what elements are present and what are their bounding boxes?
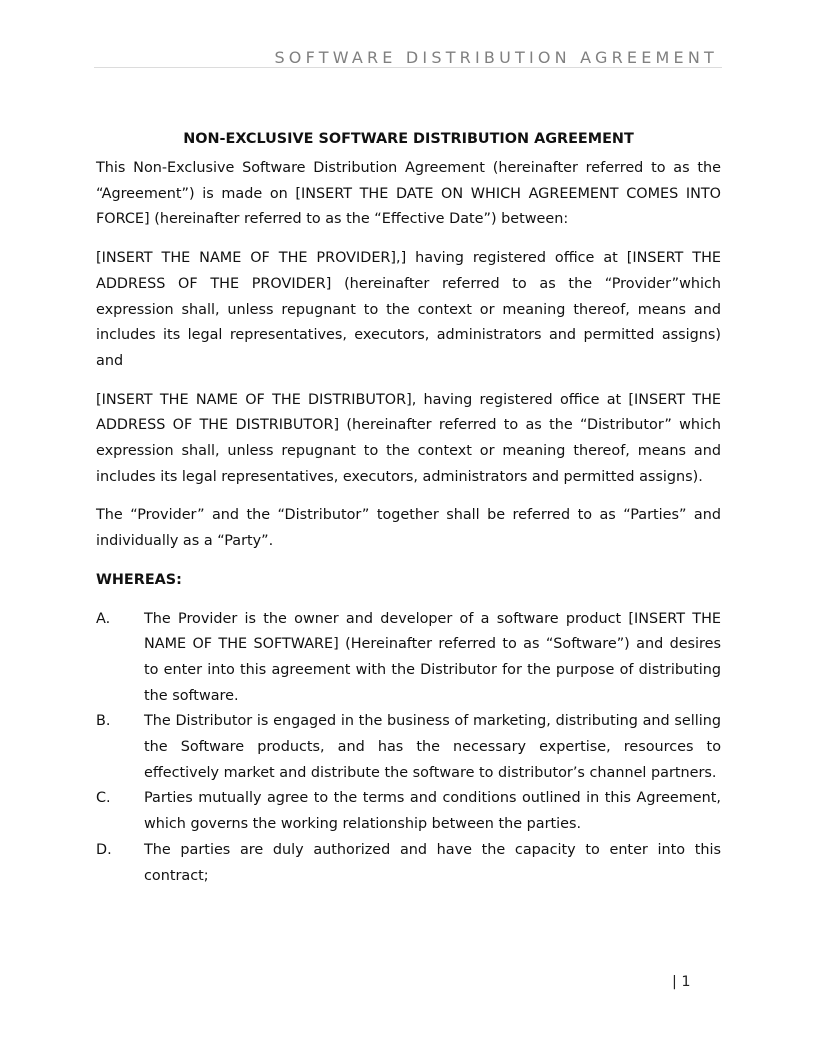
recital-text: The parties are duly authorized and have the capacity to enter into this contract; — [144, 841, 721, 884]
recital-text: The Provider is the owner and developer of a software product [INSERT THE NAME OF THE SOFTWARE] (Hereinafter referred to as “Software”) and desires to enter into this agreement with the Distributor for the purpose of distributing the software. — [144, 610, 721, 704]
document-body — [96, 128, 721, 889]
header-divider — [94, 67, 722, 68]
recital-text: The Distributor is engaged in the business of marketing, distributing and selling the Software products, and has the necessary expertise, resources to effectively market and distribute the software to distributor’s channel partners. — [144, 713, 721, 781]
running-header-title: SOFTWARE DISTRIBUTION AGREEMENT — [274, 48, 718, 67]
document-title: NON-EXCLUSIVE SOFTWARE DISTRIBUTION AGREEMENT — [183, 131, 634, 147]
whereas-heading: WHEREAS: — [96, 571, 182, 588]
recital-item — [96, 786, 721, 837]
recital-item — [96, 709, 721, 786]
page-number: | 1 — [672, 974, 691, 990]
recital-letter: D. — [96, 841, 112, 858]
recital-letter: B. — [96, 713, 111, 730]
intro-paragraph: This Non-Exclusive Software Distribution Agreement (hereinafter referred to as the “Agreement”) is made on [INSERT THE DATE ON WHICH AGREEMENT COMES INTO FORCE] (hereinafter referred to as the “Effective Date”) between: — [96, 160, 721, 228]
recital-item — [96, 838, 721, 889]
distributor-paragraph: [INSERT THE NAME OF THE DISTRIBUTOR], having registered office at [INSERT THE ADDRESS OF THE DISTRIBUTOR] (hereinafter referred to as the “Distributor” which expression shall, unless repugnant to the context or meaning thereof, means and includes its legal representatives, executors, administrators and permitted assigns). — [96, 391, 721, 485]
provider-paragraph: [INSERT THE NAME OF THE PROVIDER],] having registered office at [INSERT THE ADDRESS OF THE PROVIDER] (hereinafter referred to as the “Provider”which expression shall, unless repugnant to the context or meaning thereof, means and includes its legal representatives, executors, administrators and permitted assigns) and — [96, 250, 721, 369]
recital-text: Parties mutually agree to the terms and conditions outlined in this Agreement, which governs the working relationship between the parties. — [144, 790, 721, 833]
recital-letter: A. — [96, 610, 111, 627]
recital-item — [96, 607, 721, 710]
parties-paragraph: The “Provider” and the “Distributor” together shall be referred to as “Parties” and individually as a “Party”. — [96, 507, 721, 550]
recital-letter: C. — [96, 790, 111, 807]
